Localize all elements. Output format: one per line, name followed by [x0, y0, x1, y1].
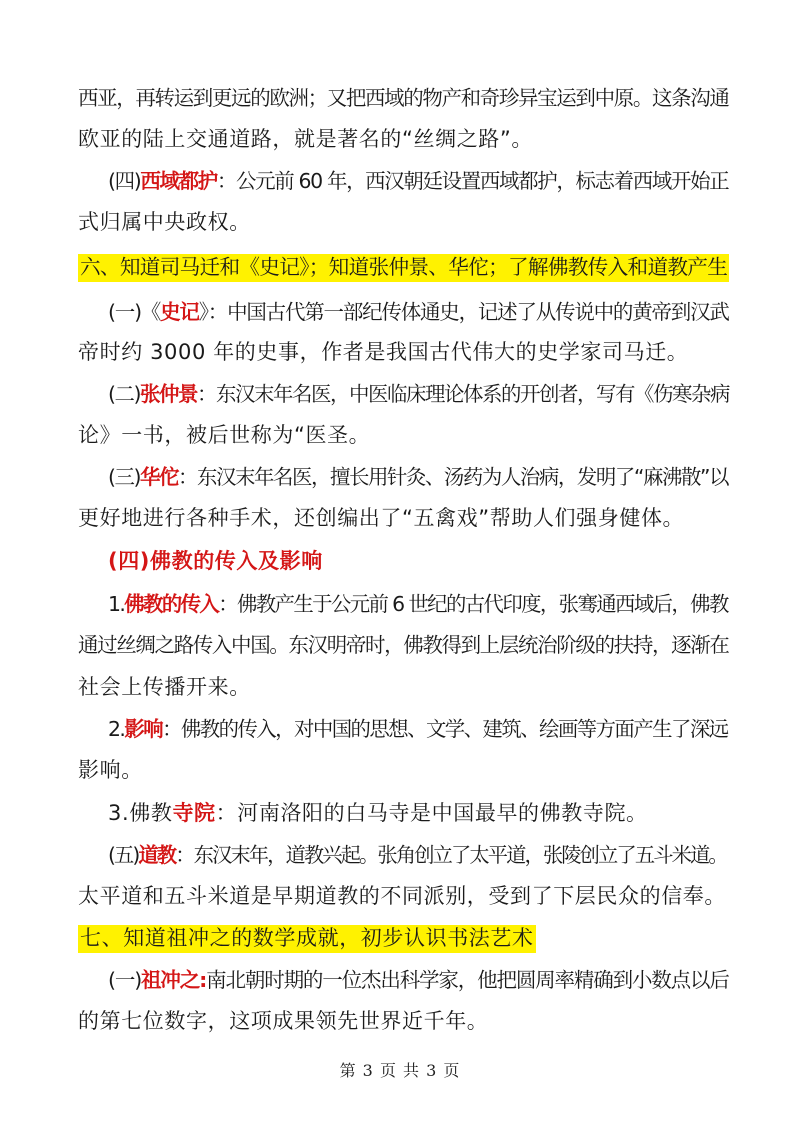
- key-term: 寺院: [172, 801, 216, 825]
- text: ：公元前 60 年，西汉朝廷设置西域都护，标志着西域开始正: [216, 169, 729, 193]
- text: 西亚，再转运到更远的欧洲；又把西域的物产和奇珍异宝运到中原。这条沟通: [78, 86, 729, 110]
- text: ：佛教产生于公元前 6 世纪的古代印度，张骞通西域后，佛教: [218, 592, 728, 616]
- paragraph-line: [108, 462, 728, 492]
- text: 的第七位数字，这项成果领先世界近千年。: [78, 1009, 489, 1033]
- text: ：佛教的传入，对中国的思想、文学、建筑、绘画等方面产生了深远: [162, 717, 728, 741]
- highlighted-heading-text: 七、知道祖冲之的数学成就，初步认识书法艺术: [78, 925, 536, 953]
- paragraph-line: [78, 207, 251, 237]
- paragraph-line: [108, 297, 729, 327]
- section-heading: [78, 923, 536, 953]
- text: ：东汉末年名医，中医临床理论体系的开创者，写有《伤寒杂病: [197, 382, 729, 406]
- item-prefix: (一)《: [108, 300, 161, 324]
- item-prefix: (三): [108, 465, 141, 489]
- section-heading: [78, 252, 729, 282]
- text: ：河南洛阳的白马寺是中国最早的佛教寺院。: [215, 801, 648, 825]
- paragraph-line: [78, 83, 729, 113]
- paragraph-line: [108, 379, 729, 409]
- paragraph-line: [78, 124, 533, 154]
- item-prefix: 1.: [108, 592, 125, 616]
- text: 欧亚的陆上交通道路，就是著名的“丝绸之路”。: [78, 127, 533, 151]
- key-term: 史记: [160, 300, 199, 324]
- paragraph-line: [108, 965, 729, 995]
- text: 》：中国古代第一部纪传体通史，记述了从传说中的黄帝到汉武: [198, 300, 729, 324]
- subheading-text: (四)佛教的传入及影响: [108, 549, 323, 573]
- text: 影响。: [78, 758, 143, 782]
- text: ：东汉末年名医，擅长用针灸、汤药为人治病，发明了“麻沸散”以: [178, 465, 729, 489]
- subsection-heading: [108, 546, 323, 576]
- paragraph-line: [108, 798, 648, 828]
- paragraph-line: [108, 166, 728, 196]
- item-prefix: (四): [108, 169, 141, 193]
- text: 社会上传播开来。: [78, 675, 251, 699]
- paragraph-line: [108, 589, 728, 619]
- paragraph-line: [78, 630, 729, 660]
- text: 太平道和五斗米道是早期道教的不同派别，受到了下层民众的信奉。: [78, 884, 726, 908]
- paragraph-line: [78, 420, 370, 450]
- paragraph-line: [78, 1006, 488, 1036]
- key-term: 佛教的传入: [124, 592, 219, 616]
- key-term: 西域都护: [140, 169, 217, 193]
- item-prefix: (五): [108, 843, 139, 867]
- paragraph-line: [108, 840, 727, 870]
- key-term: 张仲景: [140, 382, 198, 406]
- text: 帝时约 3000 年的史事，作者是我国古代伟大的史学家司马迁。: [78, 340, 689, 364]
- key-term: 华佗: [140, 465, 179, 489]
- paragraph-line: [78, 672, 251, 702]
- paragraph-line: [78, 337, 688, 367]
- text: 论》一书，被后世称为“医圣。: [78, 423, 371, 447]
- text: ：东汉末年，道教兴起。张角创立了太平道，张陵创立了五斗米道。: [175, 843, 727, 867]
- item-prefix: (一): [108, 968, 142, 992]
- item-prefix: 2.: [108, 717, 125, 741]
- item-prefix: 3.佛教: [108, 801, 173, 825]
- paragraph-line: [78, 755, 143, 785]
- key-term: 道教: [138, 843, 176, 867]
- item-prefix: (二): [108, 382, 141, 406]
- key-term: 祖冲之:: [141, 968, 207, 992]
- text: 南北朝时期的一位杰出科学家，他把圆周率精确到小数点以后: [206, 968, 729, 992]
- page-number-footer: 第 3 页 共 3 页: [339, 1061, 461, 1080]
- key-term: 影响: [124, 717, 163, 741]
- paragraph-line: [108, 714, 728, 744]
- text: 式归属中央政权。: [78, 210, 251, 234]
- highlighted-heading-text: 六、知道司马迁和《史记》；知道张仲景、华佗；了解佛教传入和道教产生: [78, 254, 729, 282]
- paragraph-line: [78, 881, 726, 911]
- text: 通过丝绸之路传入中国。东汉明帝时，佛教得到上层统治阶级的扶持，逐渐在: [78, 633, 729, 657]
- paragraph-line: [78, 503, 684, 533]
- text: 更好地进行各种手术，还创编出了“五禽戏”帮助人们强身健体。: [78, 506, 685, 530]
